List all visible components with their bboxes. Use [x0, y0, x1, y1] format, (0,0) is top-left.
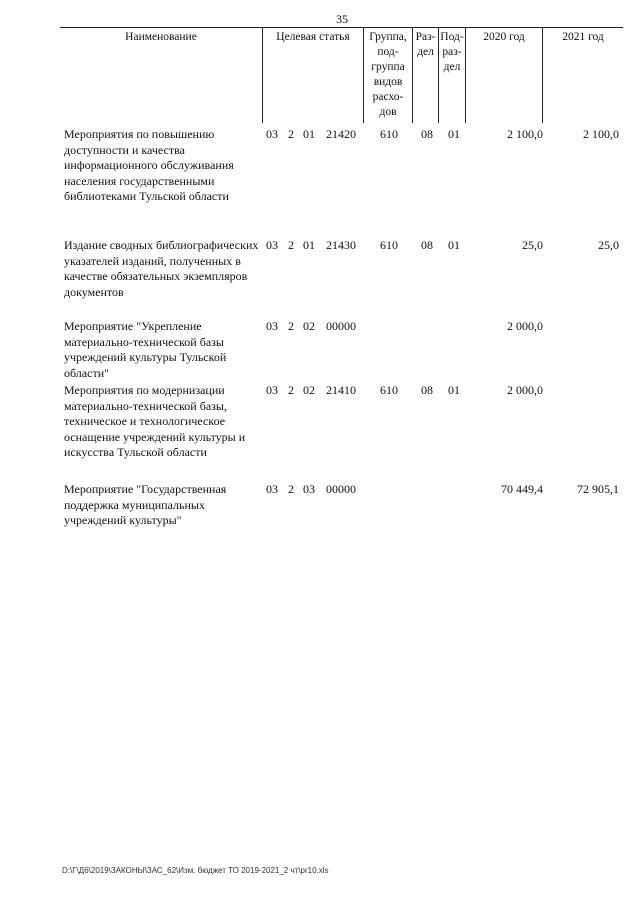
cell-2021: 2 100,0	[583, 127, 619, 141]
cell-main: 01	[303, 127, 315, 141]
row-name: Мероприятия по модернизации материально-технической базы, техническое и технологическое оснащение учреждений культуры и искусства Тульской области	[64, 383, 246, 459]
cell-section: 08	[421, 238, 433, 252]
cell-dir: 21430	[326, 238, 356, 252]
cell-sub: 2	[288, 383, 294, 397]
header-target: Целевая статья	[276, 31, 350, 43]
cell-main: 01	[303, 238, 315, 252]
cell-subsection: 01	[448, 238, 460, 252]
cell-sub: 2	[288, 127, 294, 141]
page-number: 35	[336, 12, 348, 26]
cell-dir: 00000	[326, 482, 356, 496]
cell-prog: 03	[266, 383, 278, 397]
cell-main: 03	[303, 482, 315, 496]
cell-prog: 03	[266, 319, 278, 333]
cell-subsection: 01	[448, 383, 460, 397]
header-name: Наименование	[125, 31, 197, 43]
cell-sub: 2	[288, 238, 294, 252]
cell-2021: 72 905,1	[577, 482, 619, 496]
cell-dir: 00000	[326, 319, 356, 333]
cell-dir: 21410	[326, 383, 356, 397]
row-name: Мероприятие "Государственная поддержка муниципальных учреждений культуры"	[64, 482, 227, 527]
cell-2020: 70 449,4	[501, 482, 543, 496]
cell-sub: 2	[288, 482, 294, 496]
cell-group: 610	[380, 238, 398, 252]
cell-2020: 2 000,0	[507, 319, 543, 333]
cell-group: 610	[380, 383, 398, 397]
row-name: Мероприятия по повышению доступности и качества информационного обслуживания населения государственными библиотеками Тульской области	[64, 127, 234, 203]
cell-main: 02	[303, 319, 315, 333]
header-subsection: Под- раз- дел	[440, 31, 464, 73]
cell-section: 08	[421, 127, 433, 141]
header-section: Раз- дел	[415, 31, 436, 58]
cell-2020: 2 000,0	[507, 383, 543, 397]
header-top-border	[60, 27, 623, 28]
row-name: Издание сводных библиографических указателей изданий, полученных в качестве обязательных экземпляров документов	[64, 238, 259, 299]
file-path-footer: D:\Г\Д6\2019\ЗАКОНЫ\ЗАС_62\Изм. бюджет ТО 2019-2021_2 чт\pr10.xls	[62, 866, 329, 875]
cell-section: 08	[421, 383, 433, 397]
cell-subsection: 01	[448, 127, 460, 141]
cell-prog: 03	[266, 127, 278, 141]
header-2020: 2020 год	[483, 31, 525, 43]
cell-prog: 03	[266, 482, 278, 496]
header-group: Группа, под- группа видов расхо- дов	[369, 31, 407, 118]
cell-2020: 2 100,0	[507, 127, 543, 141]
cell-2021: 25,0	[598, 238, 619, 252]
row-name: Мероприятие "Укрепление материально-технической базы учреждений культуры Тульской области"	[64, 319, 227, 380]
cell-main: 02	[303, 383, 315, 397]
cell-group: 610	[380, 127, 398, 141]
cell-sub: 2	[288, 319, 294, 333]
cell-prog: 03	[266, 238, 278, 252]
table-header	[60, 27, 623, 123]
cell-2020: 25,0	[522, 238, 543, 252]
header-2021: 2021 год	[562, 31, 604, 43]
cell-dir: 21420	[326, 127, 356, 141]
